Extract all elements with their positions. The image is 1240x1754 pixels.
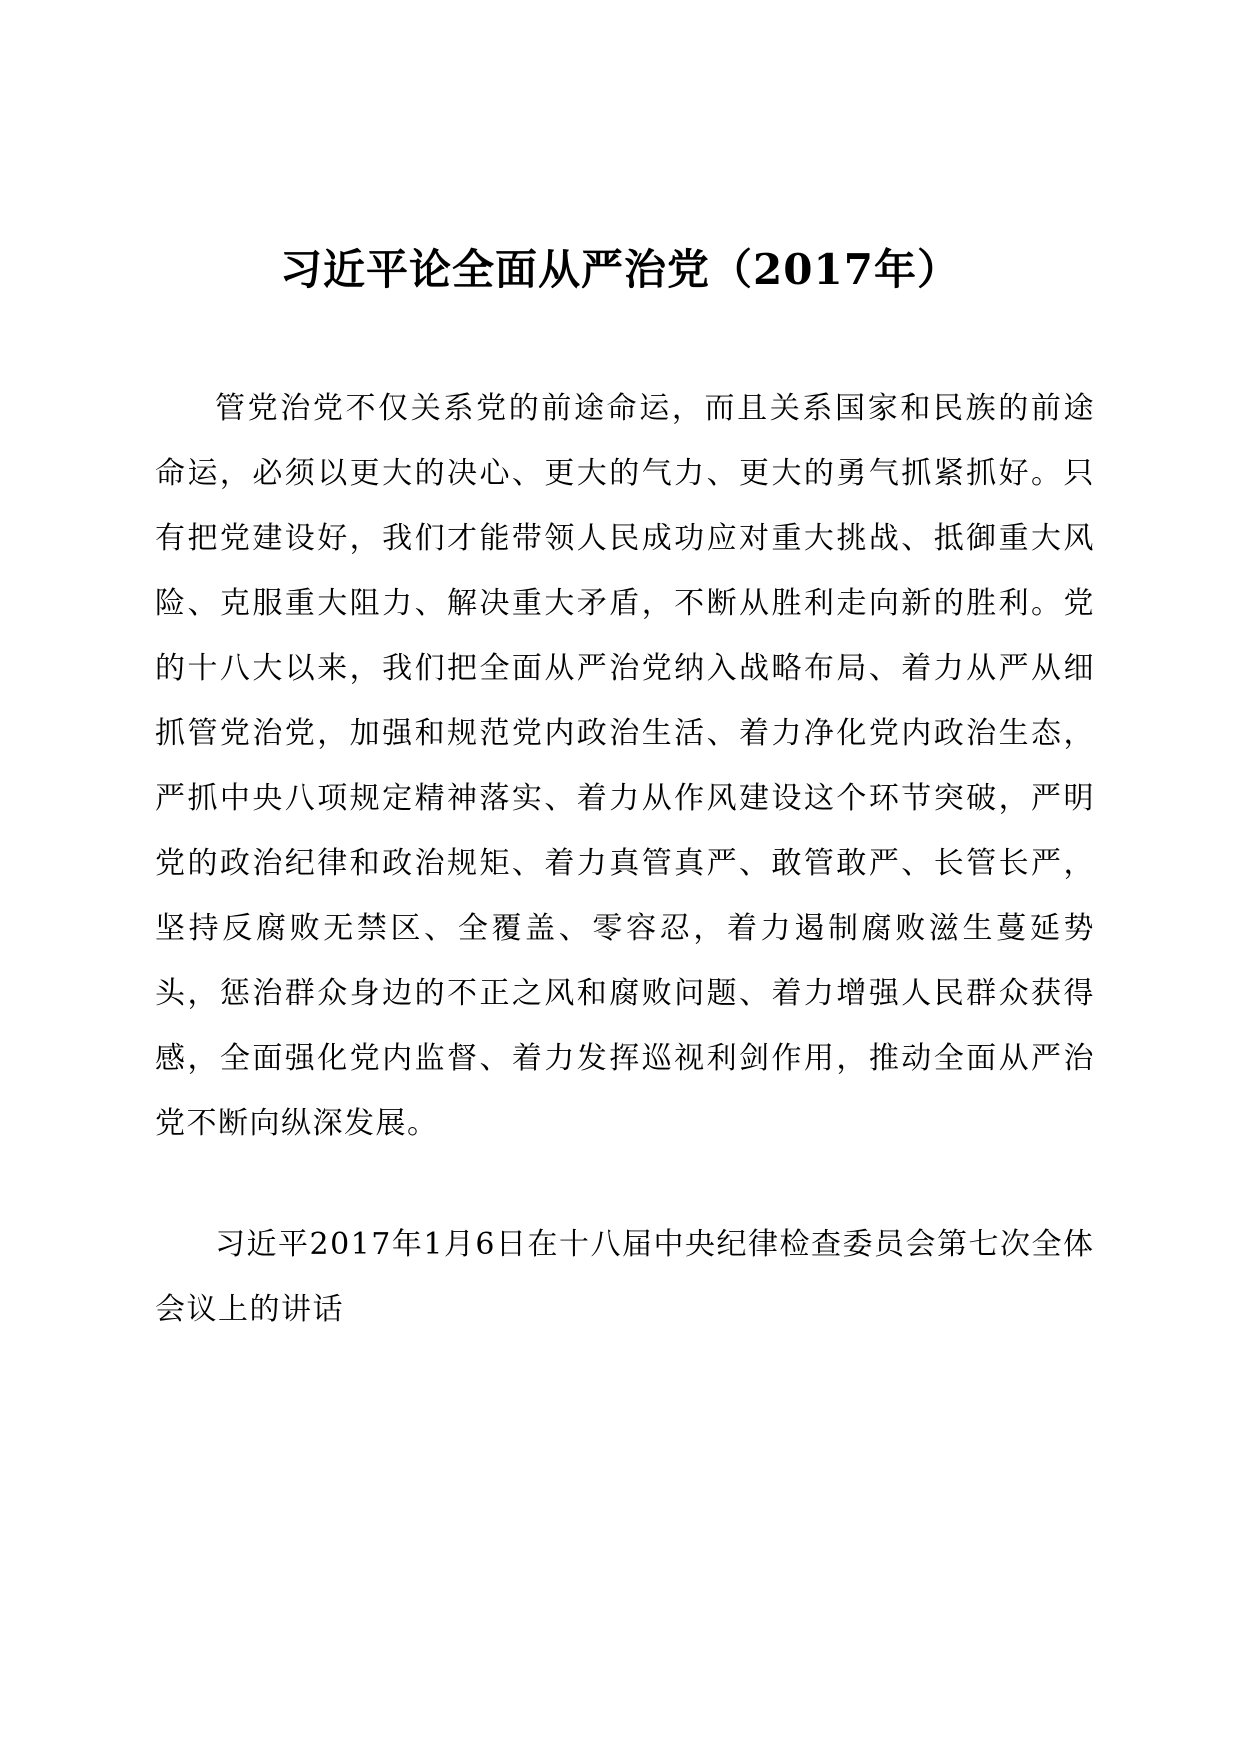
- body-paragraph: 管党治党不仅关系党的前途命运，而且关系国家和民族的前途命运，必须以更大的决心、更大的气力、更大的勇气抓紧抓好。只有把党建设好，我们才能带领人民成功应对重大挑战、抵御重大风险、克服重大阻力、解决重大矛盾，不断从胜利走向新的胜利。党的十八大以来，我们把全面从严治党纳入战略布局、着力从严从细抓管党治党，加强和规范党内政治生活、着力净化党内政治生态，严抓中央八项规定精神落实、着力从作风建设这个环节突破，严明党的政治纪律和政治规矩、着力真管真严、敢管敢严、长管长严，坚持反腐败无禁区、全覆盖、零容忍，着力遏制腐败滋生蔓延势头，惩治群众身边的不正之风和腐败问题、着力增强人民群众获得感，全面强化党内监督、着力发挥巡视利剑作用，推动全面从严治党不断向纵深发展。: [155, 391, 1095, 1141]
- source-citation: 习近平2017年1月6日在十八届中央纪律检查委员会第七次全体会议上的讲话: [155, 1227, 1095, 1327]
- document-title: 习近平论全面从严治党（2017年）: [280, 245, 960, 294]
